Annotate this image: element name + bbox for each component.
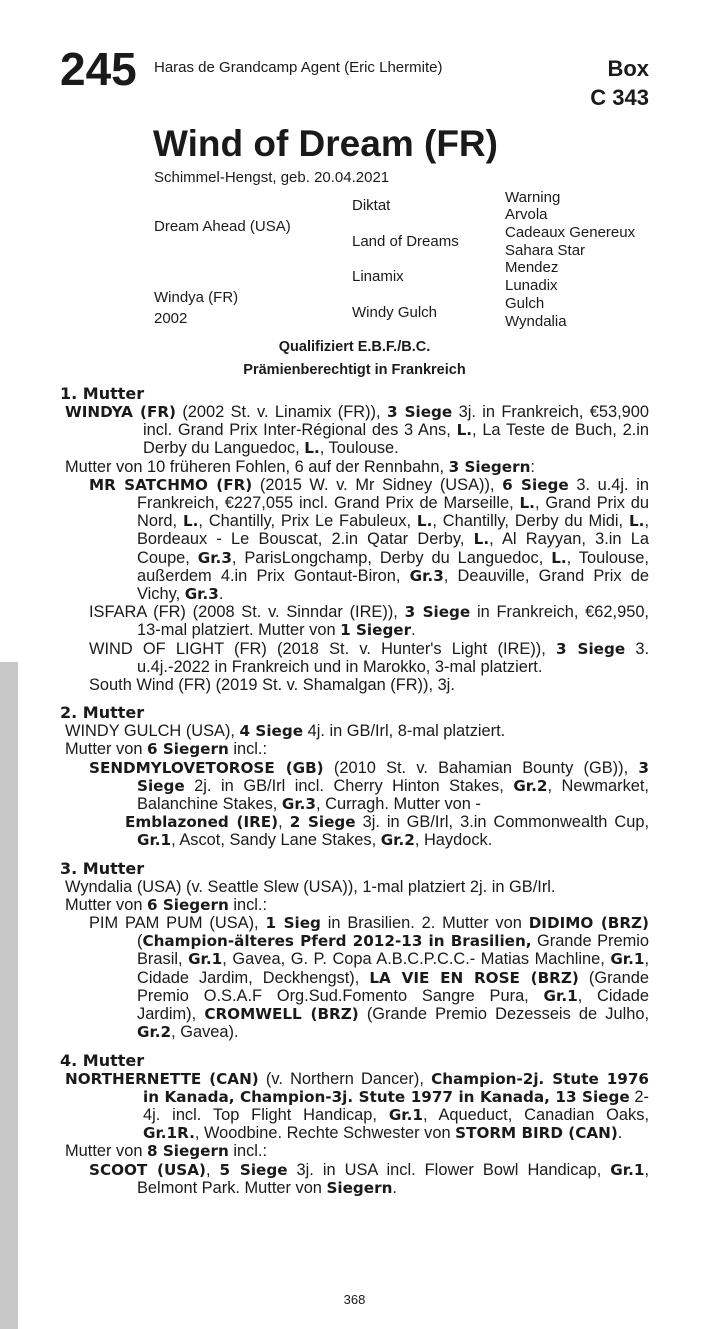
emphasis-text: Siegern [326, 1178, 393, 1197]
emphasis-text: 3 Siege [556, 639, 626, 658]
emphasis-text: Gr.3 [281, 795, 317, 814]
entry-text: South Wind (FR) (2019 St. v. Shamalgan (FR)), 3j. [89, 676, 455, 695]
entry-text: WINDY GULCH (USA), [65, 722, 240, 741]
entry-text: Mutter von [65, 895, 147, 914]
entry-text: , Chantilly, Prix Le Fabuleux, [198, 512, 417, 531]
horse-name: Wind of Dream (FR) [153, 123, 498, 164]
entry-text: . [218, 585, 224, 604]
emphasis-text: Gr.1 [137, 831, 172, 850]
emphasis-text: 2 Siege [289, 813, 356, 832]
emphasis-text: L. [519, 494, 535, 513]
emphasis-text: CROMWELL (BRZ) [204, 1005, 359, 1024]
page-edge-tab [0, 662, 18, 1329]
entry-text: , Gavea). [171, 1023, 239, 1042]
emphasis-text: L. [182, 512, 199, 531]
entry-text: , ParisLongchamp, Derby du Languedoc, [231, 548, 552, 567]
emphasis-text: L. [456, 421, 473, 440]
entry-text: Mutter von [65, 1142, 147, 1161]
family-entry [60, 676, 649, 694]
family-entry [60, 878, 649, 896]
emphasis-text: STORM BIRD (CAN) [455, 1124, 618, 1143]
box-location [590, 54, 649, 112]
entry-text: 2-4j. incl. Top Flight Handicap, [143, 1087, 649, 1124]
family-entry [60, 759, 649, 814]
horse-description: Schimmel-Hengst, geb. 20.04.2021 [154, 169, 390, 186]
entry-text: , Gavea, G. P. Copa A.B.C.P.C.C.- Matias Machline, [222, 950, 611, 969]
page-number: 368 [343, 1292, 366, 1307]
family-entry [60, 1161, 649, 1197]
consignor: Haras de Grandcamp Agent (Eric Lhermite) [154, 59, 443, 76]
emphasis-text: 3 Siege [386, 403, 453, 421]
entry-text: ( [137, 932, 143, 951]
entry-text: (v. Northern Dancer), [258, 1069, 432, 1088]
pedigree-g2: Arvola [505, 206, 548, 223]
pedigree-g7: Gulch [505, 295, 545, 312]
emphasis-text: L. [473, 530, 490, 549]
pedigree-g8: Wyndalia [505, 313, 567, 330]
pedigree-dam-dam: Windy Gulch [352, 304, 438, 321]
entry-text: , Al Rayyan, 3.in La Coupe, [137, 530, 649, 567]
emphasis-text: Gr.1 [388, 1105, 423, 1124]
entry-text: (Grande Premio Dezesseis de Julho, [358, 1005, 649, 1024]
family-entry [60, 914, 649, 1041]
entry-text: , Grand Prix du Nord, [137, 494, 650, 531]
emphasis-text: LA VIE EN ROSE (BRZ) [369, 968, 579, 987]
entry-text: (2010 St. v. Bahamian Bounty (GB)), [323, 758, 639, 777]
entry-text: , Cidade Jardim), [137, 986, 649, 1024]
entry-text: 2j. in GB/Irl incl. Cherry Hinton Stakes, [184, 776, 514, 795]
emphasis-text: Gr.2 [380, 831, 415, 850]
pedigree-g6: Lunadix [505, 277, 558, 294]
entry-text: Mutter von 10 früheren Fohlen, 6 auf der Rennbahn, [65, 457, 449, 476]
emphasis-text: 3 Siege [137, 758, 649, 795]
section-heading: 1. Mutter [60, 384, 145, 403]
emphasis-text: 4 Siege [239, 722, 304, 741]
dam-section [60, 385, 649, 694]
emphasis-text: Champion-älteres Pferd 2012-13 in Brasilien, [142, 932, 532, 951]
entry-text: , [205, 1160, 220, 1179]
premium-note: Prämienberechtigt in Frankreich [243, 362, 466, 378]
entry-text: Grande Premio Brasil, [137, 932, 649, 969]
emphasis-text: Gr.3 [409, 566, 444, 585]
emphasis-text: SCOOT (USA) [89, 1160, 206, 1179]
entry-text: , Newmarket, Balanchine Stakes, [137, 776, 649, 814]
entry-text: incl.: [228, 1142, 268, 1161]
entry-text: , Bordeaux - Le Bouscat, 2.in Qatar Derby, [137, 512, 649, 549]
entry-text: Wyndalia (USA) (v. Seattle Slew (USA)), 1-mal platziert 2j. in GB/Irl. [65, 877, 556, 896]
box-number: C 343 [590, 85, 649, 110]
pedigree-g4: Sahara Star [505, 242, 586, 259]
pedigree-sire-dam: Land of Dreams [352, 233, 459, 250]
entry-text: , Haydock. [414, 831, 493, 850]
dam-section [60, 1052, 649, 1197]
emphasis-text: WINDYA (FR) [65, 403, 176, 421]
emphasis-text: Emblazoned (IRE) [125, 813, 279, 832]
entry-text: , Chantilly, Derby du Midi, [432, 512, 629, 531]
emphasis-text: Gr.3 [197, 548, 232, 567]
emphasis-text: Gr.2 [513, 776, 548, 795]
pedigree-g1: Warning [505, 189, 561, 206]
emphasis-text: Gr.1 [188, 950, 223, 969]
entry-text: PIM PAM PUM (USA), [89, 914, 266, 933]
entry-text: , Aqueduct, Canadian Oaks, [422, 1105, 649, 1124]
emphasis-text: L. [304, 439, 320, 458]
entry-text: . [392, 1178, 397, 1197]
emphasis-text: 6 Siegern [147, 895, 229, 914]
box-label: Box [607, 56, 649, 81]
entry-text: (2002 St. v. Linamix (FR)), [175, 403, 387, 421]
emphasis-text: 6 Siegern [147, 740, 229, 759]
emphasis-text: L. [628, 512, 645, 531]
entry-text: ISFARA (FR) (2008 St. v. Sinndar (IRE)), [89, 603, 405, 622]
entry-text: 3. u.4j.-2022 in Frankreich und in Marokko, 3-mal platziert. [137, 639, 649, 676]
entry-text: , Curragh. Mutter von - [316, 795, 481, 814]
family-entry [60, 896, 649, 914]
family-entry [60, 603, 649, 639]
pedigree-dam: Windya (FR) [154, 289, 239, 306]
emphasis-text: Champion-2j. Stute 1976 in Kanada, Champion-3j. Stute 1977 in Kanada, 13 Siege [143, 1069, 649, 1106]
pedigree-dam-sire: Linamix [352, 268, 404, 285]
entry-text: 3j. in USA incl. Flower Bowl Handicap, [287, 1160, 611, 1179]
entry-text: , La Teste de Buch, 2.in Derby du Languedoc, [143, 421, 649, 458]
emphasis-text: 3 Siegern [448, 457, 531, 476]
family-entry [60, 403, 649, 458]
entry-text: , Ascot, Sandy Lane Stakes, [171, 831, 381, 850]
lot-number: 245 [60, 43, 137, 95]
entry-text: , Toulouse, außerdem 4.in Prix Gontaut-Biron, [137, 548, 649, 585]
dam-section [60, 860, 649, 1042]
emphasis-text: SENDMYLOVETOROSE (GB) [89, 758, 324, 777]
emphasis-text: 1 Sieger [340, 621, 412, 640]
pedigree-dam-year: 2002 [154, 310, 188, 327]
entry-text: (Grande Premio O.S.A.F Org.Sud.Fomento Sangre Pura, [137, 968, 649, 1005]
section-heading: 2. Mutter [60, 703, 145, 723]
pedigree-sire: Dream Ahead (USA) [154, 218, 291, 235]
family-entry [60, 476, 649, 603]
entry-text: WIND OF LIGHT (FR) (2018 St. v. Hunter's Light (IRE)), [89, 639, 556, 658]
emphasis-text: 3 Siege [404, 603, 471, 622]
family-entry [60, 640, 649, 676]
family-entry [60, 740, 649, 758]
family-entry [60, 1142, 649, 1160]
emphasis-text: MR SATCHMO (FR) [89, 475, 253, 494]
family-entry [60, 722, 649, 740]
section-heading: 4. Mutter [60, 1050, 145, 1070]
entry-text: . [411, 621, 416, 640]
emphasis-text: Gr.2 [137, 1023, 172, 1042]
entry-text: 3. u.4j. in Frankreich, €227,055 incl. Grand Prix de Marseille, [137, 475, 649, 513]
section-heading: 3. Mutter [60, 858, 145, 878]
emphasis-text: NORTHERNETTE (CAN) [65, 1069, 259, 1088]
emphasis-text: Gr.1 [543, 986, 578, 1005]
pedigree-sire-sire: Diktat [352, 197, 391, 214]
entry-text: incl.: [228, 740, 268, 759]
qualification-note: Qualifiziert E.B.F./B.C. [278, 339, 431, 355]
family-entry [60, 813, 649, 849]
entry-text: : [530, 457, 535, 476]
emphasis-text: Gr.1 [610, 950, 645, 969]
emphasis-text: DIDIMO (BRZ) [528, 914, 649, 933]
entry-text: , Belmont Park. Mutter von [137, 1160, 649, 1197]
entry-text: , [278, 813, 290, 832]
entry-text: . [617, 1124, 623, 1143]
emphasis-text: Gr.1R. [143, 1124, 195, 1143]
entry-text: , Cidade Jardim, Deckhengst), [137, 950, 650, 987]
dam-section [60, 704, 649, 849]
family-entry [60, 1070, 649, 1143]
entry-text: Mutter von [65, 740, 147, 759]
entry-text: incl.: [228, 895, 268, 914]
emphasis-text: 1 Sieg [265, 914, 321, 933]
entry-text: in Brasilien. 2. Mutter von [320, 914, 529, 933]
emphasis-text: L. [551, 548, 567, 567]
entry-text: , Toulouse. [319, 439, 399, 458]
entry-text: 3j. in Frankreich, €53,900 incl. Grand Prix Inter-Régional des 3 Ans, [143, 403, 649, 440]
emphasis-text: 5 Siege [219, 1160, 288, 1179]
family-details [60, 385, 649, 1197]
emphasis-text: Gr.3 [184, 585, 219, 604]
pedigree-g3: Cadeaux Genereux [505, 224, 636, 241]
emphasis-text: 8 Siegern [147, 1142, 229, 1161]
emphasis-text: 6 Siege [502, 475, 569, 494]
entry-text: (2015 W. v. Mr Sidney (USA)), [252, 475, 503, 494]
entry-text: 4j. in GB/Irl, 8-mal platziert. [303, 722, 506, 741]
entry-text: , Deauville, Grand Prix de Vichy, [137, 566, 649, 604]
entry-text: 3j. in GB/Irl, 3.in Commonwealth Cup, [355, 813, 649, 832]
entry-text: in Frankreich, €62,950, 13-mal platziert. Mutter von [137, 603, 649, 640]
entry-text: , Woodbine. Rechte Schwester von [194, 1124, 456, 1143]
pedigree-g5: Mendez [505, 259, 559, 276]
family-entry [60, 458, 649, 476]
emphasis-text: L. [416, 512, 433, 531]
emphasis-text: Gr.1 [610, 1160, 645, 1179]
